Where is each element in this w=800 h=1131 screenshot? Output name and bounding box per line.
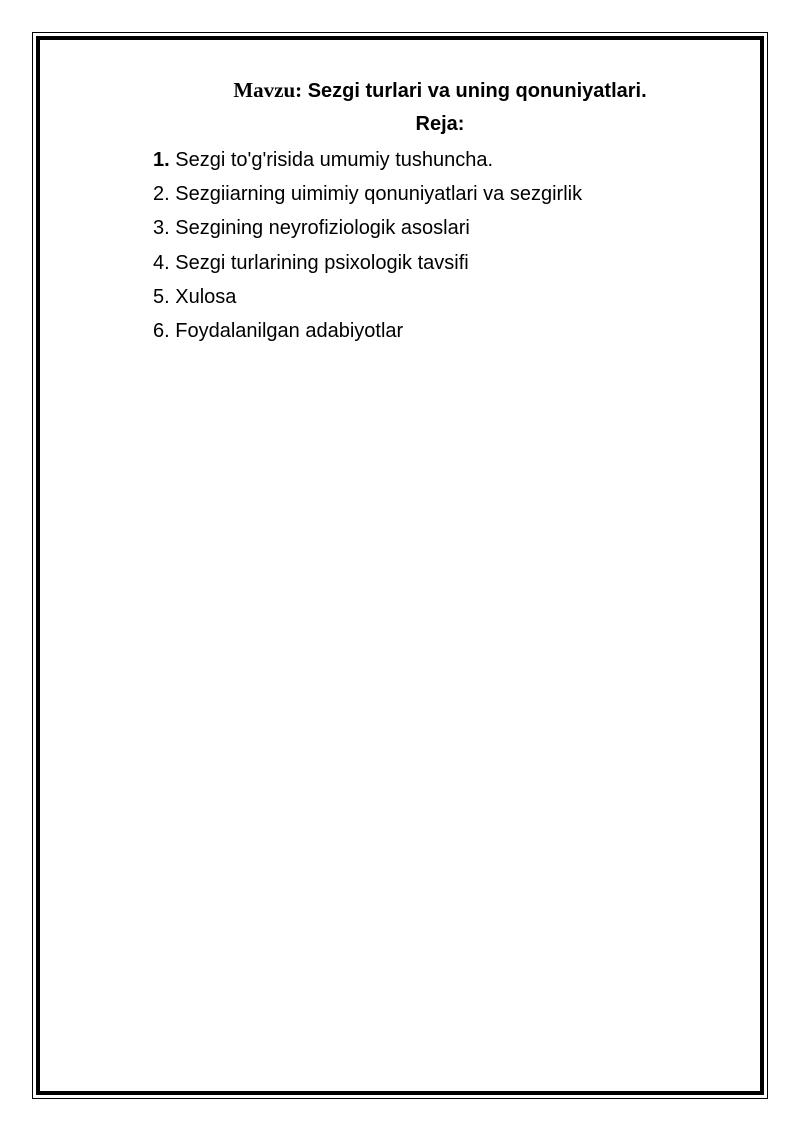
plan-item-text: Sezgiiarning uimimiy qonuniyatlari va sezgirlik (175, 183, 583, 206)
plan-item (153, 282, 582, 316)
plan-item-number: 3. (153, 217, 170, 240)
plan-item-number: 1. (153, 149, 170, 171)
plan-item (153, 316, 582, 350)
plan-item-text: Foydalanilgan adabiyotlar (175, 319, 404, 342)
plan-item (153, 248, 582, 282)
plan-item-number: 6. (153, 319, 170, 342)
plan-item-text: Sezgining neyrofiziologik asoslari (175, 217, 470, 240)
plan-heading: Reja: (415, 113, 465, 135)
plan-item-text: Sezgi turlarining psixologik tavsifi (175, 251, 469, 274)
plan-item-number: 2. (153, 183, 170, 206)
plan-list (153, 145, 582, 350)
plan-item-text: Sezgi to'g'risida umumiy tushuncha. (175, 149, 494, 171)
plan-item (153, 145, 582, 179)
plan-item (153, 179, 582, 213)
topic-label: Mavzu: (233, 78, 303, 102)
document-title (190, 78, 690, 103)
plan-item-number: 5. (153, 285, 170, 308)
plan-item (153, 213, 582, 247)
plan-item-text: Xulosa (175, 285, 237, 308)
topic-text: Sezgi turlari va uning qonuniyatlari. (307, 80, 647, 102)
plan-item-number: 4. (153, 251, 170, 274)
